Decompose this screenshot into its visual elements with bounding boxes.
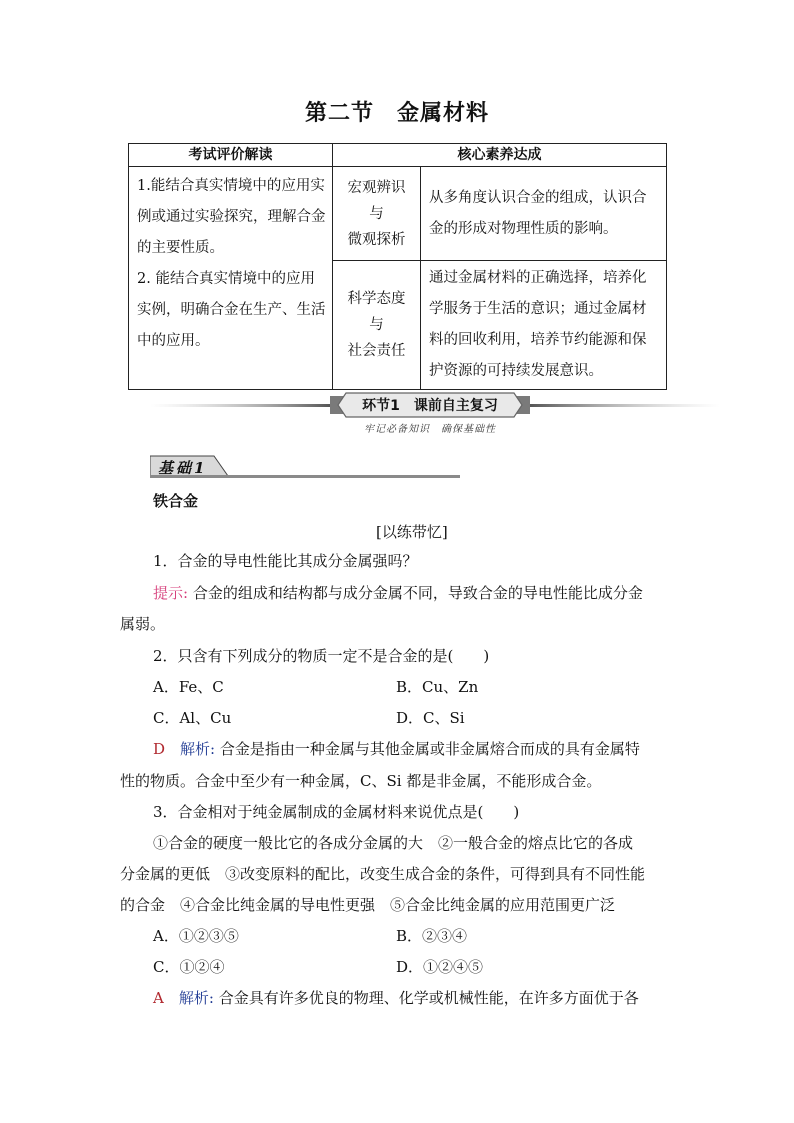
q3-option-b: B．②③④	[396, 927, 468, 945]
competency-name-2: 科学态度 与 社会责任	[333, 261, 421, 390]
table-header-competency: 核心素养达成	[333, 144, 667, 167]
q2-answer: D	[153, 740, 166, 758]
tab-label: 基础1	[158, 459, 208, 477]
hint-line-1: 提示: 合金的组成和结构都与成分金属不同，导致合金的导电性能比成分金	[153, 584, 643, 602]
foundation-tab	[150, 454, 470, 480]
q3-statement-3: 的合金 ④合金比纯金属的导电性更强 ⑤合金比纯金属的应用范围更广泛	[120, 896, 616, 914]
q3-analysis-label: 解析:	[178, 989, 214, 1007]
competency-name-1: 宏观辨识 与 微观探析	[333, 167, 421, 261]
question-2: 2．只含有下列成分的物质一定不是合金的是( )	[153, 647, 490, 665]
assessment-item-2: 2. 能结合真实情境中的应用实例，明确合金在生产、生活中的应用。	[137, 271, 326, 349]
objectives-table	[128, 143, 667, 390]
question-3: 3．合金相对于纯金属制成的金属材料来说优点是( )	[153, 803, 520, 821]
hint-line-2: 属弱。	[120, 615, 166, 633]
q2-option-a: A．Fe、C	[153, 678, 224, 696]
competency-desc-1: 从多角度认识合金的组成，认识合金的形成对物理性质的影响。	[421, 167, 667, 261]
q3-option-a: A．①②③⑤	[153, 927, 239, 945]
banner-subtitle: 牢记必备知识 确保基础性	[364, 424, 496, 435]
competency-desc-2: 通过金属材料的正确选择，培养化学服务于生活的意识；通过金属材料的回收利用，培养节约能源和保护资源的可持续发展意识。	[421, 261, 667, 390]
q3-option-c: C．①②④	[153, 958, 225, 976]
table-header-assessment: 考试评价解读	[129, 144, 333, 167]
practice-subheading: [以练带忆]	[376, 523, 448, 541]
q3-option-d: D．①②④⑤	[396, 958, 484, 976]
section-banner	[150, 390, 720, 436]
q3-statement-1: ①合金的硬度一般比它的各成分金属的大 ②一般合金的熔点比它的各成	[153, 834, 634, 852]
q2-analysis-label: 解析:	[180, 740, 216, 758]
section-heading: 铁合金	[153, 492, 199, 510]
q2-analysis-line-1: D 解析: 合金是指由一种金属与其他金属或非金属熔合而成的具有金属特	[153, 740, 640, 758]
question-1: 1．合金的导电性能比其成分金属强吗？	[153, 552, 418, 570]
q2-option-c: C．Al、Cu	[153, 709, 232, 727]
q2-option-d: D．C、Si	[396, 709, 465, 727]
hint-label: 提示:	[153, 584, 189, 602]
assessment-cell	[129, 167, 333, 390]
q2-option-b: B．Cu、Zn	[396, 678, 479, 696]
banner-title: 环节1 课前自主复习	[362, 398, 498, 414]
q3-analysis-line-1: A 解析: 合金具有许多优良的物理、化学或机械性能，在许多方面优于各	[153, 989, 639, 1007]
q3-statement-2: 分金属的更低 ③改变原料的配比，改变生成合金的条件，可得到具有不同性能	[120, 865, 646, 883]
q2-analysis-line-2: 性的物质。合金中至少有一种金属，C、Si 都是非金属，不能形成合金。	[120, 772, 602, 790]
page-title: 第二节 金属材料	[304, 100, 489, 126]
q3-answer: A	[153, 989, 164, 1007]
assessment-item-1: 1.能结合真实情境中的应用实例或通过实验探究，理解合金的主要性质。	[137, 178, 326, 256]
